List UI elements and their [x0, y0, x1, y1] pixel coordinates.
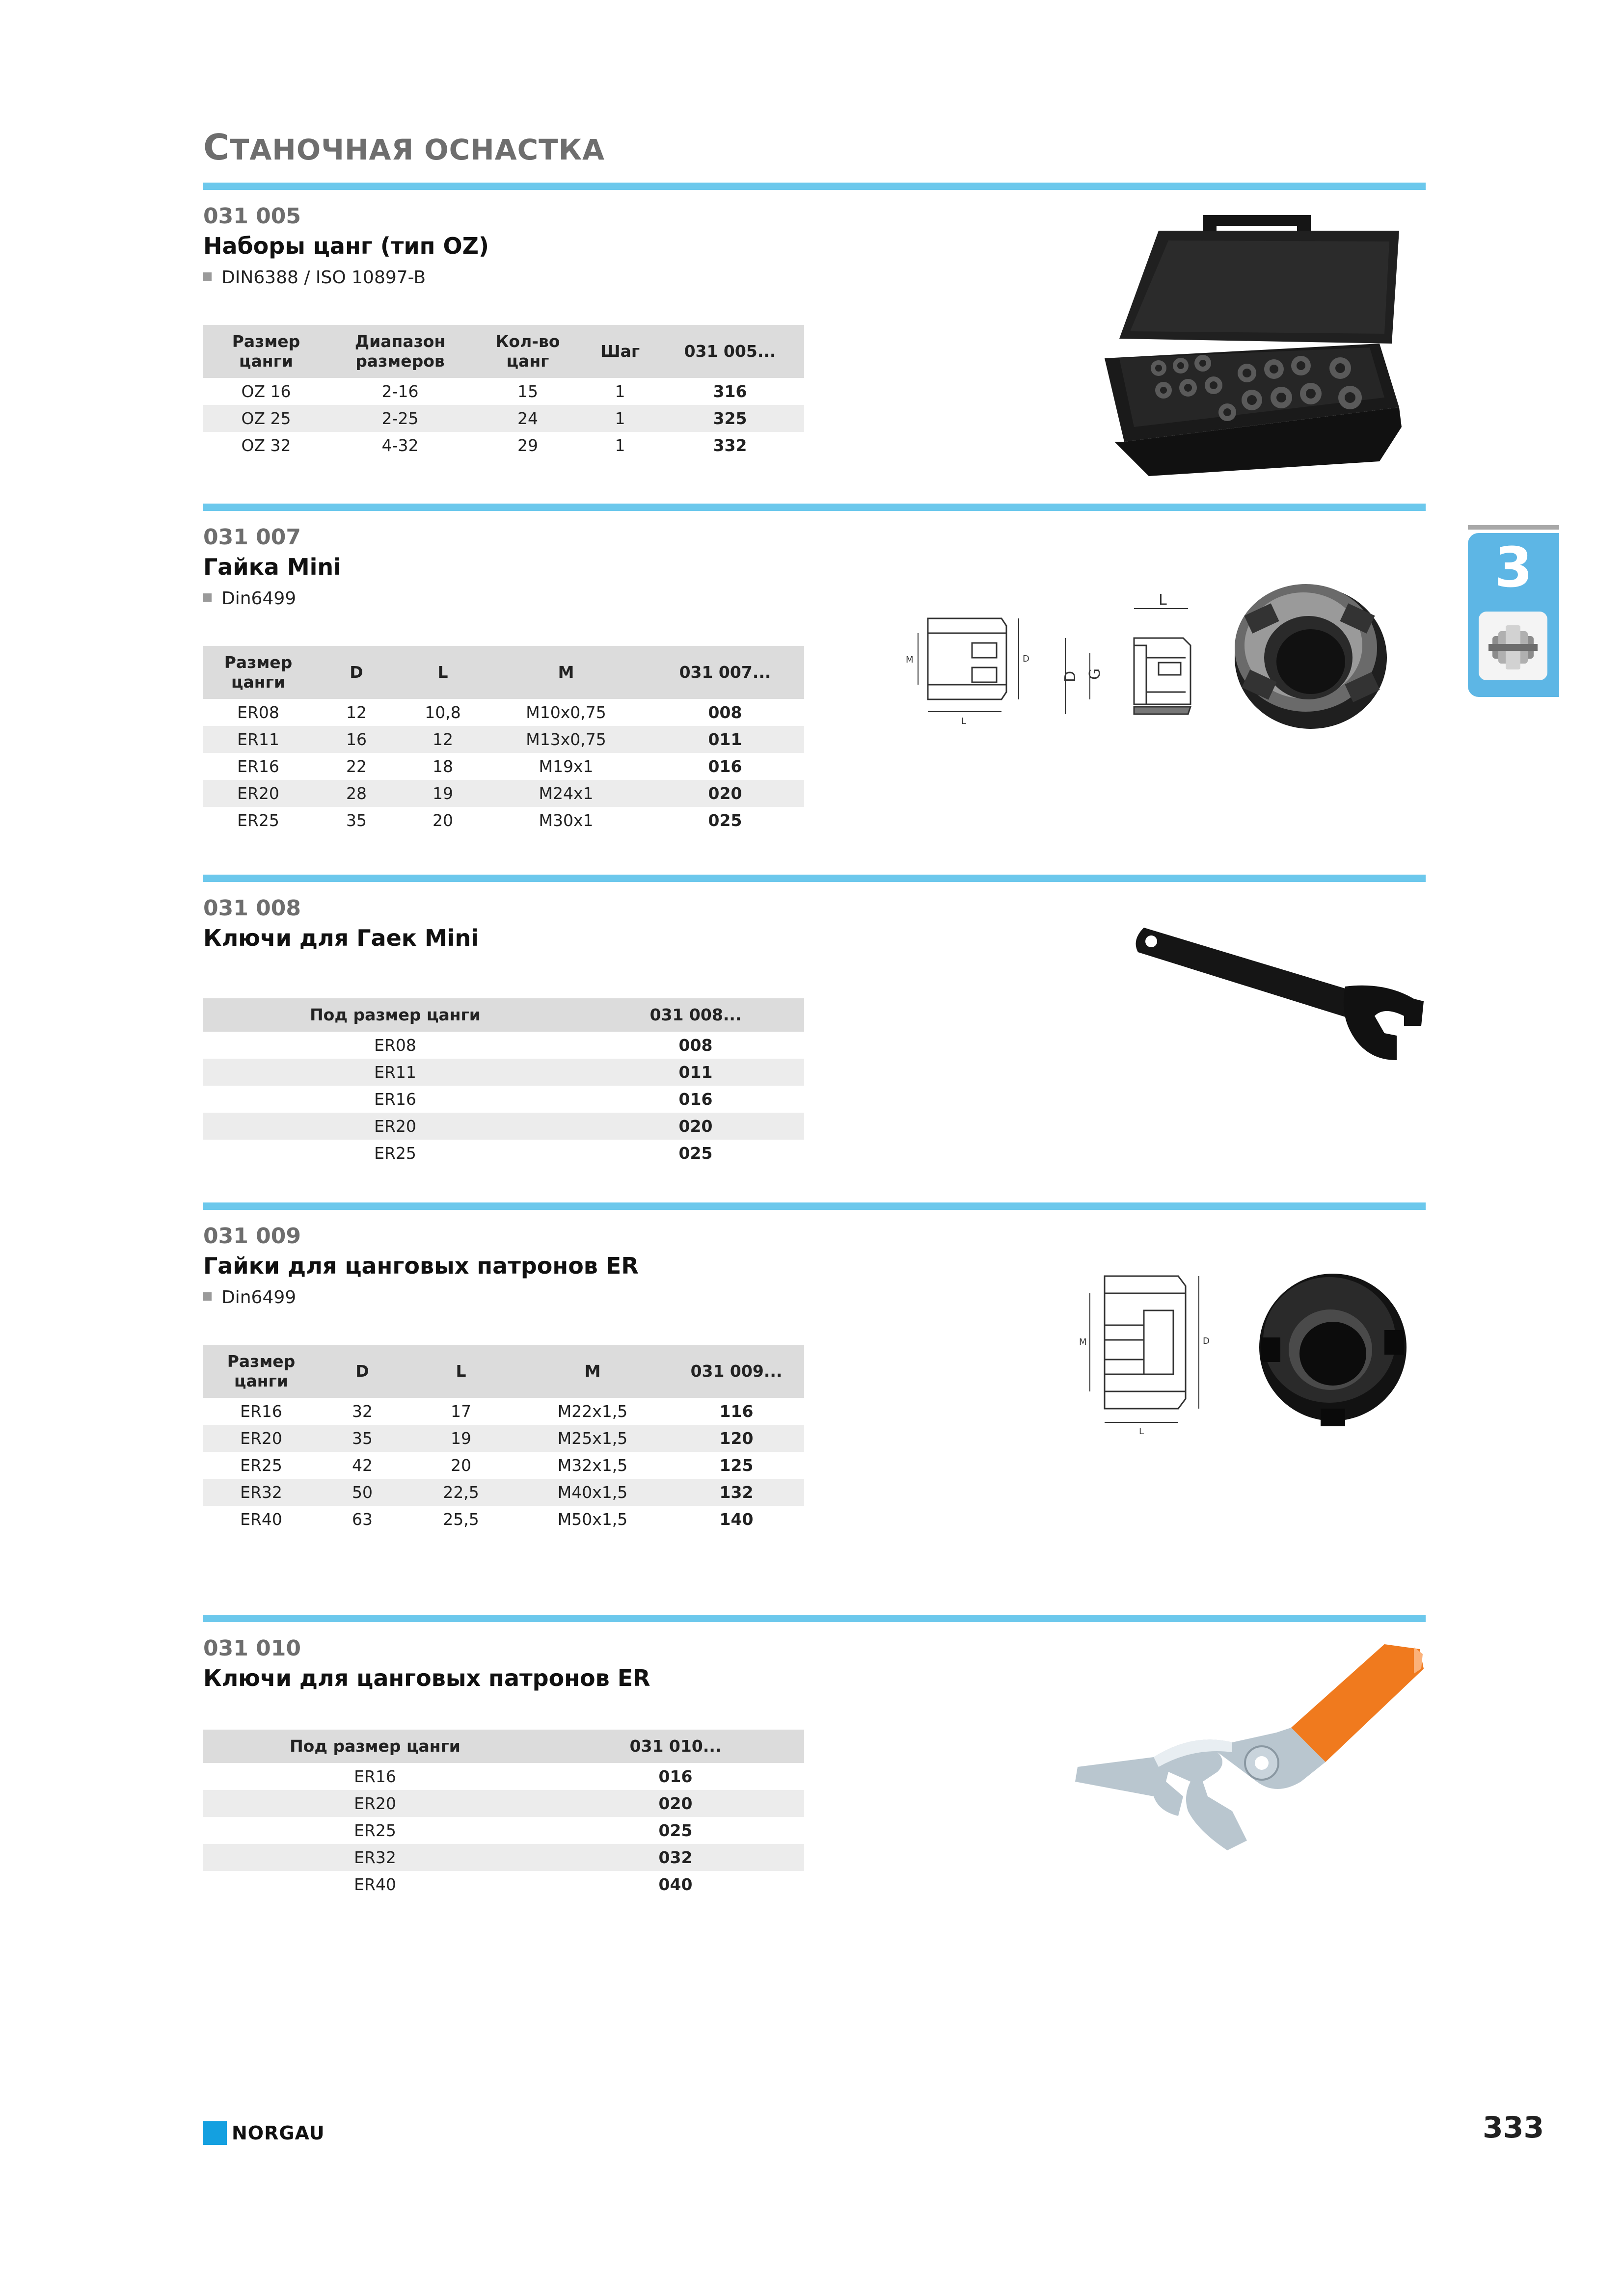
table-cell: ER16 [354, 1767, 396, 1786]
brand-name: NORGAU [232, 2122, 325, 2144]
section-divider [203, 183, 1426, 190]
table-cell: M50x1,5 [557, 1510, 628, 1529]
table-cell: 125 [719, 1456, 754, 1475]
collet-set-case-image [1105, 196, 1409, 481]
standard-line: Din6499 [203, 1285, 804, 1310]
table-row [203, 1763, 804, 1790]
table-row [203, 1113, 804, 1140]
table-cell: ER16 [240, 1402, 282, 1421]
column-header: 031 007... [646, 646, 804, 699]
table-cell: M13x0,75 [486, 726, 646, 753]
column-header: 031 005... [656, 325, 804, 378]
table-cell: 025 [708, 811, 742, 830]
table-cell: 1 [615, 382, 625, 401]
table-cell: ER11 [203, 726, 313, 753]
mini-nut-image [1227, 574, 1394, 731]
dim-label-g: G [1086, 668, 1104, 680]
table-row [203, 1452, 804, 1479]
column-header: L [400, 646, 486, 699]
section-divider [203, 1202, 1426, 1210]
dim-label-d: D [1062, 670, 1079, 682]
table-row [203, 1086, 804, 1113]
table-row [203, 780, 804, 807]
table-cell: M22x1,5 [557, 1402, 628, 1421]
column-header: D [313, 646, 400, 699]
column-header: Кол-во цанг [471, 325, 584, 378]
column-header: 031 009... [669, 1345, 804, 1398]
dim-label-d: D [1023, 654, 1029, 664]
table-row [203, 405, 804, 432]
section-031-008 [203, 894, 804, 1167]
table-row [203, 1871, 804, 1898]
spec-table [203, 646, 804, 834]
section-title: Наборы цанг (тип OZ) [203, 233, 489, 259]
table-cell: 22 [346, 757, 367, 776]
dim-label-l: L [1139, 1426, 1144, 1437]
bullet-icon [203, 272, 212, 281]
table-cell: ER16 [374, 1090, 416, 1109]
table-row [203, 1140, 804, 1167]
table-cell: 19 [406, 1425, 516, 1452]
table-cell: 20 [451, 1456, 471, 1475]
column-header: Размер цанги [203, 1345, 319, 1398]
section-031-005 [203, 202, 804, 459]
dim-label-m: M [1079, 1337, 1087, 1347]
table-cell: ER25 [374, 1144, 416, 1163]
table-cell: M25x1,5 [516, 1425, 669, 1452]
table-cell: 42 [352, 1456, 373, 1475]
table-cell: 10,8 [425, 703, 461, 722]
column-header: Шаг [584, 325, 656, 378]
dim-label-d: D [1203, 1336, 1210, 1346]
table-cell: 29 [517, 436, 538, 455]
dim-label-l: L [1159, 594, 1167, 609]
table-cell: 016 [658, 1767, 693, 1786]
table-cell: 032 [547, 1844, 804, 1871]
table-cell: 016 [678, 1090, 713, 1109]
table-row [203, 1032, 804, 1059]
table-cell: 132 [669, 1479, 804, 1506]
table-row [203, 807, 804, 834]
table-cell: 24 [471, 405, 584, 432]
mini-nut-drawing [903, 604, 1041, 731]
table-cell: ER08 [237, 703, 279, 722]
section-031-007 [203, 523, 804, 834]
spec-table [203, 998, 804, 1167]
table-cell: 22,5 [406, 1479, 516, 1506]
section-divider [203, 1615, 1426, 1622]
mini-nut-wrench-image [1129, 918, 1438, 1070]
section-code: 031 005 [203, 204, 301, 229]
er-collet-wrench-image [1070, 1634, 1434, 1870]
table-cell: 140 [719, 1510, 754, 1529]
table-cell: ER20 [203, 1425, 319, 1452]
table-cell: 008 [708, 703, 742, 722]
table-cell: 011 [646, 726, 804, 753]
table-cell: 15 [517, 382, 538, 401]
section-title: Ключи для цанговых патронов ER [203, 1665, 650, 1691]
table-row [203, 1398, 804, 1425]
table-cell: M24x1 [486, 780, 646, 807]
dim-label-m: M [906, 655, 914, 665]
table-cell: 316 [713, 382, 747, 401]
table-cell: ER32 [203, 1479, 319, 1506]
column-header: Размер цанги [203, 325, 329, 378]
table-cell: 025 [658, 1821, 693, 1840]
table-cell: 120 [669, 1425, 804, 1452]
table-cell: 011 [587, 1059, 804, 1086]
standard-line: Din6499 [203, 586, 804, 612]
column-header: Диапазон размеров [329, 325, 471, 378]
table-cell: 020 [587, 1113, 804, 1140]
table-cell: 63 [352, 1510, 373, 1529]
brand-square-icon [203, 2121, 227, 2145]
table-cell: 50 [319, 1479, 406, 1506]
column-header: Под размер цанги [203, 998, 587, 1032]
section-code: 031 009 [203, 1224, 301, 1249]
table-cell: ER40 [354, 1875, 396, 1894]
table-cell: 016 [708, 757, 742, 776]
column-header: L [406, 1345, 516, 1398]
table-cell: ER20 [203, 780, 313, 807]
table-cell: 16 [313, 726, 400, 753]
table-cell: 332 [713, 436, 747, 455]
table-cell: 35 [346, 811, 367, 830]
column-header: M [486, 646, 646, 699]
section-title: Ключи для Гаек Mini [203, 925, 479, 951]
spec-table [203, 325, 804, 459]
column-header: Размер цанги [203, 646, 313, 699]
table-cell: ER25 [354, 1821, 396, 1840]
table-row [203, 1479, 804, 1506]
table-cell: ER20 [203, 1113, 587, 1140]
table-cell: M10x0,75 [526, 703, 606, 722]
brand-logo [203, 2121, 325, 2145]
table-cell: 116 [719, 1402, 754, 1421]
table-cell: OZ 16 [241, 382, 291, 401]
chapter-tab-bar [1468, 525, 1559, 530]
bullet-icon [203, 1292, 212, 1301]
table-cell: 12 [346, 703, 367, 722]
table-cell: ER11 [203, 1059, 587, 1086]
bullet-icon [203, 593, 212, 602]
table-cell: OZ 25 [203, 405, 329, 432]
table-cell: 2-25 [329, 405, 471, 432]
section-divider [203, 875, 1426, 882]
column-header: 031 010... [547, 1730, 804, 1763]
table-cell: 35 [319, 1425, 406, 1452]
collet-chuck-icon [1479, 612, 1547, 680]
table-row [203, 699, 804, 726]
chapter-tab[interactable] [1468, 533, 1559, 697]
section-031-010 [203, 1634, 804, 1898]
table-cell: ER08 [374, 1036, 416, 1055]
column-header: M [516, 1345, 669, 1398]
table-cell: 040 [658, 1875, 693, 1894]
table-cell: 18 [433, 757, 453, 776]
table-cell: M30x1 [539, 811, 594, 830]
column-header: D [319, 1345, 406, 1398]
table-row [203, 1059, 804, 1086]
table-cell: ER40 [240, 1510, 282, 1529]
mini-nut-section-drawing [1060, 594, 1203, 721]
standard-line: DIN6388 / ISO 10897-B [203, 265, 804, 291]
table-cell: 28 [313, 780, 400, 807]
page-title: СТАНОЧНАЯ ОСНАСТКА [203, 127, 605, 168]
table-cell: M32x1,5 [557, 1456, 628, 1475]
table-cell: 025 [678, 1144, 713, 1163]
table-cell: 4-32 [381, 436, 419, 455]
table-row [203, 432, 804, 459]
table-cell: 17 [451, 1402, 471, 1421]
table-cell: 2-16 [381, 382, 419, 401]
table-cell: ER25 [237, 811, 279, 830]
er-nut-image [1247, 1261, 1414, 1428]
table-row [203, 1844, 804, 1871]
er-nut-drawing [1070, 1266, 1217, 1438]
table-cell: 325 [656, 405, 804, 432]
dim-label-l: L [961, 716, 967, 726]
table-cell: 008 [678, 1036, 713, 1055]
table-row [203, 753, 804, 780]
section-title: Гайка Mini [203, 554, 341, 580]
table-cell: 1 [584, 405, 656, 432]
table-cell: M40x1,5 [516, 1479, 669, 1506]
table-cell: 20 [433, 811, 453, 830]
table-cell: 1 [615, 436, 625, 455]
spec-table [203, 1730, 804, 1898]
table-cell: 25,5 [443, 1510, 479, 1529]
table-cell: ER20 [203, 1790, 547, 1817]
table-row [203, 1790, 804, 1817]
table-row [203, 1817, 804, 1844]
table-cell: 020 [547, 1790, 804, 1817]
table-cell: M19x1 [539, 757, 594, 776]
page-number: 333 [1483, 2110, 1544, 2145]
section-code: 031 008 [203, 896, 301, 921]
table-cell: 12 [400, 726, 486, 753]
section-divider [203, 504, 1426, 511]
chapter-number: 3 [1494, 536, 1533, 600]
table-cell: ER25 [240, 1456, 282, 1475]
table-cell: 32 [352, 1402, 373, 1421]
table-cell: 020 [646, 780, 804, 807]
section-title: Гайки для цанговых патронов ER [203, 1253, 639, 1279]
table-cell: ER16 [237, 757, 279, 776]
section-code: 031 010 [203, 1636, 301, 1661]
column-header: 031 008... [587, 998, 804, 1032]
table-row [203, 1425, 804, 1452]
table-cell: ER32 [203, 1844, 547, 1871]
section-031-009 [203, 1222, 804, 1533]
spec-table [203, 1345, 804, 1533]
section-code: 031 007 [203, 525, 301, 550]
column-header: Под размер цанги [203, 1730, 547, 1763]
table-row [203, 1506, 804, 1533]
table-cell: 19 [400, 780, 486, 807]
table-row [203, 726, 804, 753]
table-row [203, 378, 804, 405]
table-cell: OZ 32 [241, 436, 291, 455]
